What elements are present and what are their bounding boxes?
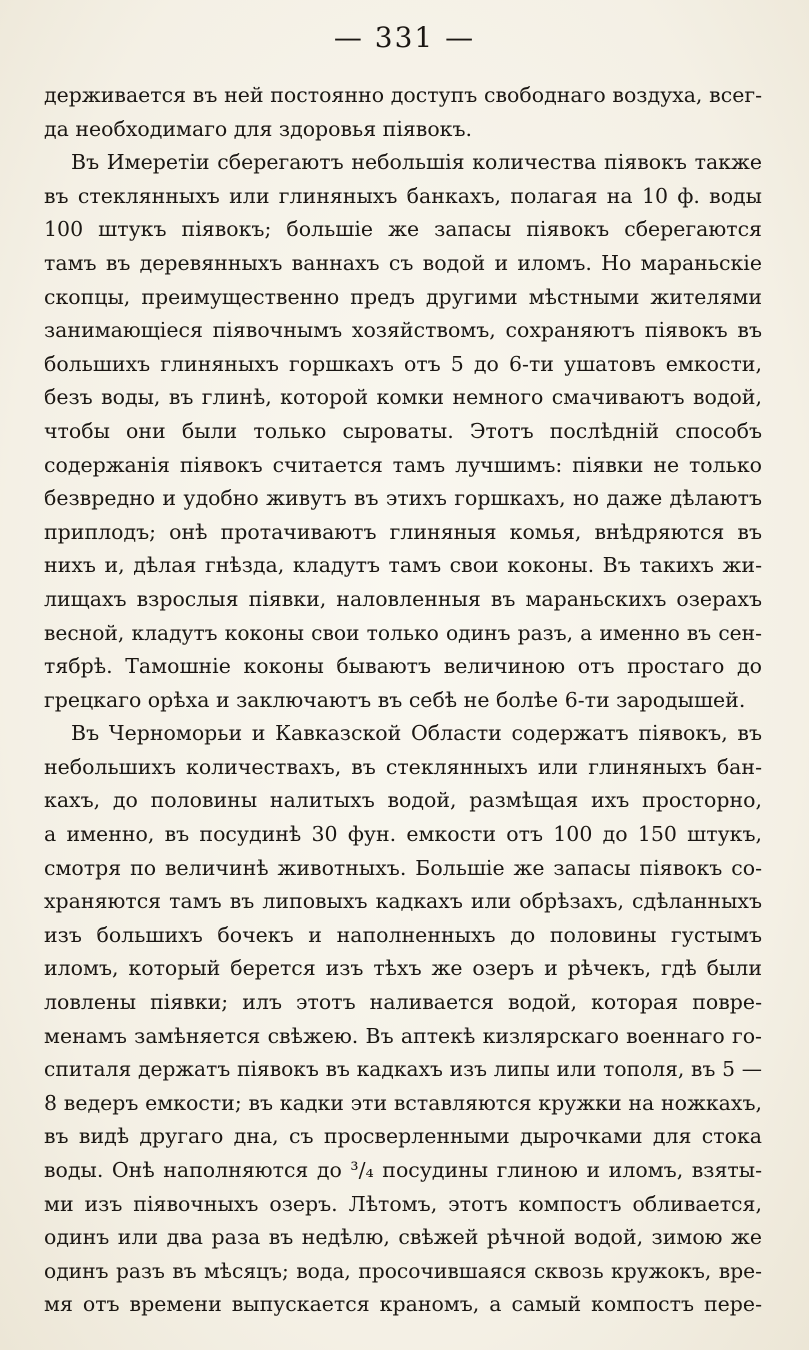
text-line: небольшихъ количествахъ, въ стеклянныхъ или глиняныхъ бан- bbox=[44, 754, 762, 779]
text-line: мя отъ времени выпускается краномъ, а самый компостъ пере- bbox=[44, 1292, 762, 1317]
text-line: спиталя держатъ піявокъ въ кадкахъ изъ липы или тополя, въ 5 — bbox=[44, 1057, 762, 1082]
body-text bbox=[44, 79, 762, 1322]
text-line: тамъ въ деревянныхъ ваннахъ съ водой и иломъ. Но мараньскіе bbox=[44, 250, 762, 275]
text-line: тябрѣ. Тамошніе коконы бываютъ величиною отъ простаго до bbox=[44, 654, 762, 679]
text-line: нихъ и, дѣлая гнѣзда, кладутъ тамъ свои коконы. Въ такихъ жи- bbox=[44, 553, 762, 578]
text-line: безъ воды, въ глинѣ, которой комки немного смачиваютъ водой, bbox=[44, 385, 762, 410]
page-number: — 331 — bbox=[333, 21, 476, 54]
text-line: грецкаго орѣха и заключаютъ въ себѣ не болѣе 6-ти зародышей. bbox=[44, 687, 746, 712]
text-line: воды. Онѣ наполняются до ³/₄ посудины глиною и иломъ, взяты- bbox=[44, 1158, 762, 1182]
text-line: одинъ разъ въ мѣсяцъ; вода, просочившаяся сквозь кружокъ, вре- bbox=[44, 1258, 762, 1283]
text-line: ловлены піявки; илъ этотъ наливается водой, которая повре- bbox=[44, 990, 762, 1015]
text-line: чтобы они были только сыроваты. Этотъ послѣдній способъ bbox=[44, 418, 762, 443]
text-line: большихъ глиняныхъ горшкахъ отъ 5 до 6-ти ушатовъ емкости, bbox=[44, 351, 762, 376]
text-line: держивается въ ней постоянно доступъ свободнаго воздуха, всег- bbox=[44, 83, 762, 107]
text-line: одинъ или два раза въ недѣлю, свѣжей рѣчной водой, зимою же bbox=[44, 1225, 762, 1250]
text-line: смотря по величинѣ животныхъ. Большіе же запасы піявокъ со- bbox=[44, 855, 762, 880]
text-line: менамъ замѣняется свѣжею. Въ аптекѣ кизлярскаго военнаго го- bbox=[44, 1023, 762, 1048]
text-line: безвредно и удобно живутъ въ этихъ горшкахъ, но даже дѣлаютъ bbox=[44, 486, 762, 511]
text-line: изъ большихъ бочекъ и наполненныхъ до половины густымъ bbox=[44, 922, 762, 947]
text-line: скопцы, преимущественно предъ другими мѣстными жителями bbox=[44, 284, 762, 309]
text-line: иломъ, который берется изъ тѣхъ же озеръ и рѣчекъ, гдѣ были bbox=[44, 956, 762, 981]
text-line: Въ Имеретіи сберегаютъ небольшія количества піявокъ также bbox=[71, 150, 762, 175]
text-line: содержанія піявокъ считается тамъ лучшимъ: піявки не только bbox=[44, 452, 762, 477]
text-line: 8 ведеръ емкости; въ кадки эти вставляются кружки на ножкахъ, bbox=[44, 1090, 762, 1115]
text-line: Въ Черноморьи и Кавказской Области содержатъ піявокъ, въ bbox=[71, 721, 762, 746]
text-line: да необходимаго для здоровья піявокъ. bbox=[44, 116, 473, 141]
text-line: весной, кладутъ коконы свои только одинъ разъ, а именно въ сен- bbox=[44, 620, 762, 645]
text-line: въ видѣ другаго дна, съ просверленными дырочками для стока bbox=[44, 1124, 762, 1149]
text-line: ми изъ піявочныхъ озеръ. Лѣтомъ, этотъ компостъ обливается, bbox=[44, 1191, 762, 1216]
text-line: храняются тамъ въ липовыхъ кадкахъ или обрѣзахъ, сдѣланныхъ bbox=[44, 889, 762, 914]
text-line: лищахъ взрослыя піявки, наловленныя въ мараньскихъ озерахъ bbox=[44, 586, 762, 611]
text-line: 100 штукъ піявокъ; большіе же запасы піявокъ сберегаются bbox=[44, 217, 762, 242]
text-line: занимающіеся піявочнымъ хозяйствомъ, сохраняютъ піявокъ въ bbox=[44, 318, 762, 343]
text-line: въ стеклянныхъ или глиняныхъ банкахъ, полагая на 10 ф. воды bbox=[44, 183, 762, 208]
text-line: кахъ, до половины налитыхъ водой, размѣщая ихъ просторно, bbox=[44, 788, 762, 813]
text-line: приплодъ; онѣ протачиваютъ глиняныя комья, внѣдряются въ bbox=[44, 519, 762, 544]
text-line: а именно, въ посудинѣ 30 фун. емкости отъ 100 до 150 штукъ, bbox=[44, 822, 762, 847]
